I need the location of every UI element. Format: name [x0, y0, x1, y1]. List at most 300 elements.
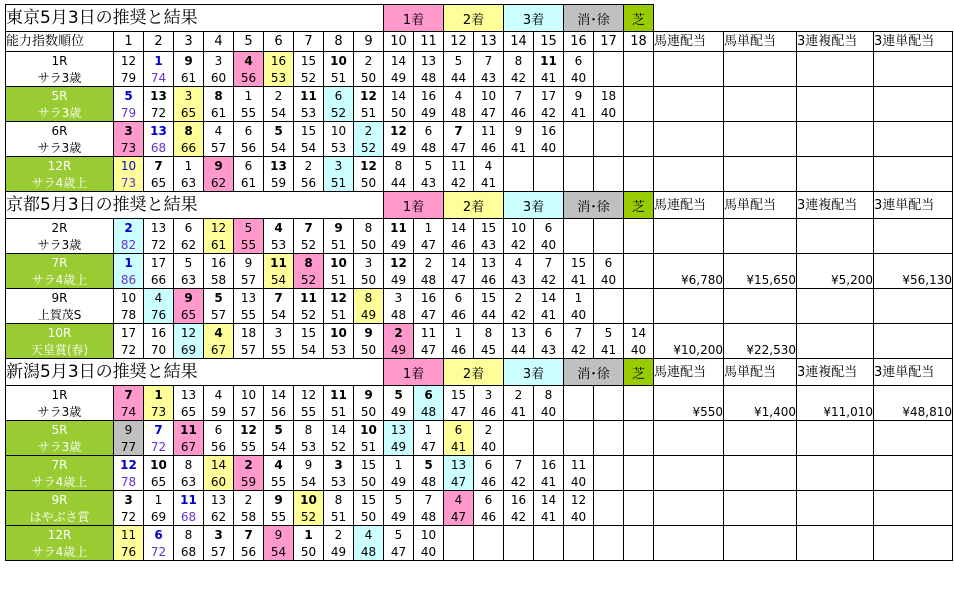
ability-index: 42 — [534, 104, 564, 122]
horse-number: 5 — [384, 491, 414, 509]
ability-index: 49 — [384, 341, 414, 359]
race-horse-row — [6, 87, 953, 105]
rank-header: 11 — [414, 32, 444, 52]
payout-header: 馬単配当 — [724, 192, 797, 219]
payout-header: 馬単配当 — [724, 32, 797, 52]
horse-number: 17 — [534, 87, 564, 105]
payout-empty — [654, 386, 724, 404]
horse-number: 4 — [144, 289, 174, 307]
horse-number: 12 — [234, 421, 264, 439]
horse-number: 12 — [114, 52, 144, 70]
horse-number: 1 — [114, 254, 144, 272]
race-index-row — [6, 139, 953, 157]
ability-index: 74 — [144, 69, 174, 87]
ability-index: 62 — [174, 236, 204, 254]
empty-cell — [444, 543, 474, 561]
payout-value — [654, 438, 724, 456]
payout-value — [797, 104, 874, 122]
horse-number: 4 — [504, 254, 534, 272]
empty-cell — [594, 122, 624, 140]
horse-number: 14 — [324, 421, 354, 439]
payout-header: 馬連配当 — [654, 359, 724, 386]
race-index-row — [6, 341, 953, 359]
horse-number: 2 — [264, 87, 294, 105]
payout-empty — [797, 254, 874, 272]
horse-number: 8 — [294, 254, 324, 272]
ability-index: 56 — [204, 438, 234, 456]
ability-index: 41 — [504, 139, 534, 157]
horse-number: 5 — [594, 324, 624, 342]
ability-index: 50 — [354, 341, 384, 359]
ability-index: 72 — [144, 438, 174, 456]
ability-index: 47 — [384, 543, 414, 561]
ability-index: 68 — [174, 543, 204, 561]
horse-number: 4 — [444, 87, 474, 105]
horse-number: 6 — [414, 386, 444, 404]
horse-number: 7 — [534, 254, 564, 272]
empty-cell — [624, 306, 654, 324]
empty-cell — [594, 306, 624, 324]
ability-index: 54 — [294, 341, 324, 359]
ability-index: 52 — [294, 306, 324, 324]
horse-number: 6 — [534, 324, 564, 342]
ability-index: 86 — [114, 271, 144, 289]
empty-cell — [624, 52, 654, 70]
horse-number: 5 — [204, 289, 234, 307]
ability-index: 65 — [174, 403, 204, 421]
horse-number: 16 — [534, 122, 564, 140]
race-index-row — [6, 174, 953, 192]
horse-number: 12 — [204, 219, 234, 237]
horse-number: 13 — [144, 122, 174, 140]
ability-index: 48 — [414, 271, 444, 289]
legend-third: 3着 — [504, 359, 564, 386]
payout-empty — [797, 324, 874, 342]
horse-number: 8 — [174, 122, 204, 140]
horse-number: 10 — [294, 491, 324, 509]
payout-header: 馬単配当 — [724, 359, 797, 386]
horse-number: 9 — [324, 219, 354, 237]
ability-index: 41 — [444, 438, 474, 456]
empty-cell — [534, 157, 564, 175]
empty-cell — [594, 526, 624, 544]
ability-index: 50 — [354, 403, 384, 421]
race-index-row — [6, 271, 953, 289]
ability-index: 40 — [564, 69, 594, 87]
empty-cell — [624, 403, 654, 421]
rank-header: 14 — [504, 32, 534, 52]
ability-index: 73 — [144, 403, 174, 421]
payout-empty — [874, 289, 953, 307]
horse-number: 15 — [294, 122, 324, 140]
horse-number: 7 — [294, 219, 324, 237]
race-type: サラ4歳上 — [6, 543, 114, 561]
payout-value — [874, 543, 953, 561]
race-type: はやぶさ賞 — [6, 508, 114, 526]
horse-number: 8 — [534, 386, 564, 404]
horse-number: 5 — [114, 87, 144, 105]
ability-index: 74 — [114, 403, 144, 421]
ability-index: 72 — [144, 104, 174, 122]
empty-cell — [564, 421, 594, 439]
horse-number: 8 — [354, 219, 384, 237]
ability-index: 55 — [234, 438, 264, 456]
rank-header: 13 — [474, 32, 504, 52]
ability-index: 67 — [204, 341, 234, 359]
payout-value — [797, 174, 874, 192]
payout-value — [654, 104, 724, 122]
race-horse-row — [6, 491, 953, 509]
ability-index: 62 — [204, 508, 234, 526]
horse-number: 15 — [294, 324, 324, 342]
race-type: サラ3歳 — [6, 104, 114, 122]
horse-number: 18 — [234, 324, 264, 342]
ability-index: 48 — [384, 306, 414, 324]
horse-number: 5 — [444, 52, 474, 70]
horse-number: 14 — [534, 289, 564, 307]
horse-number: 7 — [504, 456, 534, 474]
legend-scratch: 消･徐 — [564, 192, 624, 219]
horse-number: 10 — [144, 456, 174, 474]
ability-index: 40 — [414, 543, 444, 561]
payout-empty — [654, 526, 724, 544]
ability-index: 73 — [114, 174, 144, 192]
race-type: サラ4歳上 — [6, 271, 114, 289]
payout-empty — [874, 87, 953, 105]
horse-number: 6 — [444, 289, 474, 307]
horse-number: 8 — [504, 52, 534, 70]
horse-number: 9 — [174, 289, 204, 307]
ability-index: 40 — [534, 236, 564, 254]
ability-index: 52 — [294, 69, 324, 87]
payout-value — [654, 236, 724, 254]
payout-value — [724, 473, 797, 491]
payout-value — [874, 174, 953, 192]
horse-number: 13 — [444, 456, 474, 474]
ability-index: 57 — [204, 139, 234, 157]
payout-value — [797, 508, 874, 526]
horse-number: 11 — [174, 491, 204, 509]
ability-index: 47 — [444, 403, 474, 421]
horse-number: 6 — [324, 87, 354, 105]
horse-number: 13 — [144, 219, 174, 237]
ability-index: 45 — [474, 341, 504, 359]
empty-cell — [624, 236, 654, 254]
rank-header: 16 — [564, 32, 594, 52]
payout-empty — [797, 386, 874, 404]
horse-number: 6 — [204, 421, 234, 439]
race-number: 7R — [6, 254, 114, 272]
horse-number: 9 — [294, 456, 324, 474]
horse-number: 9 — [354, 324, 384, 342]
horse-number: 16 — [414, 87, 444, 105]
horse-number: 1 — [294, 526, 324, 544]
empty-cell — [564, 526, 594, 544]
legend-turf: 芝 — [624, 359, 654, 386]
payout-empty — [724, 491, 797, 509]
ability-index: 40 — [534, 403, 564, 421]
ability-index: 52 — [324, 104, 354, 122]
empty-cell — [534, 174, 564, 192]
race-number: 1R — [6, 386, 114, 404]
payout-value — [724, 104, 797, 122]
race-index-row — [6, 438, 953, 456]
horse-number: 16 — [504, 491, 534, 509]
horse-number: 13 — [174, 386, 204, 404]
legend-second: 2着 — [444, 359, 504, 386]
horse-number: 7 — [264, 289, 294, 307]
ability-index: 56 — [234, 543, 264, 561]
ability-index: 51 — [324, 174, 354, 192]
horse-number: 2 — [234, 456, 264, 474]
empty-cell — [564, 157, 594, 175]
payout-value — [874, 341, 953, 359]
ability-index: 55 — [264, 341, 294, 359]
race-type: 上賀茂S — [6, 306, 114, 324]
payout-value — [654, 473, 724, 491]
ability-index: 69 — [174, 341, 204, 359]
ability-index: 56 — [234, 139, 264, 157]
empty-cell — [444, 526, 474, 544]
race-type: サラ4歳上 — [6, 473, 114, 491]
section-title-row — [6, 192, 953, 219]
results-sheet — [5, 4, 953, 561]
race-number: 5R — [6, 421, 114, 439]
ability-index: 41 — [534, 69, 564, 87]
horse-number: 3 — [204, 52, 234, 70]
horse-number: 5 — [414, 456, 444, 474]
ability-index: 40 — [564, 473, 594, 491]
payout-value: ¥48,810 — [874, 403, 953, 421]
horse-number: 5 — [264, 421, 294, 439]
ability-index: 72 — [114, 508, 144, 526]
rank-header: 6 — [264, 32, 294, 52]
legend-first: 1着 — [384, 5, 444, 32]
ability-index: 68 — [144, 139, 174, 157]
payout-empty — [724, 122, 797, 140]
legend-scratch: 消･徐 — [564, 359, 624, 386]
race-number: 1R — [6, 52, 114, 70]
horse-number: 4 — [204, 324, 234, 342]
payout-empty — [654, 157, 724, 175]
horse-number: 9 — [204, 157, 234, 175]
payout-header: 馬連配当 — [654, 192, 724, 219]
ability-index: 78 — [114, 473, 144, 491]
empty-cell — [564, 139, 594, 157]
horse-number: 6 — [474, 491, 504, 509]
ability-index: 59 — [234, 473, 264, 491]
ability-index: 52 — [324, 438, 354, 456]
ability-index: 61 — [204, 236, 234, 254]
ability-index: 72 — [114, 341, 144, 359]
horse-number: 9 — [564, 87, 594, 105]
horse-number: 18 — [594, 87, 624, 105]
empty-cell — [504, 543, 534, 561]
payout-empty — [724, 289, 797, 307]
ability-index: 66 — [174, 139, 204, 157]
payout-value: ¥56,130 — [874, 271, 953, 289]
empty-cell — [594, 403, 624, 421]
race-number: 10R — [6, 324, 114, 342]
ability-index: 47 — [414, 236, 444, 254]
horse-number: 11 — [444, 157, 474, 175]
payout-value: ¥22,530 — [724, 341, 797, 359]
empty-cell — [624, 157, 654, 175]
ability-index: 49 — [384, 508, 414, 526]
payout-value — [874, 438, 953, 456]
ability-index: 59 — [264, 174, 294, 192]
horse-number: 1 — [174, 157, 204, 175]
rank-header: 10 — [384, 32, 414, 52]
horse-number: 2 — [114, 219, 144, 237]
ability-index: 59 — [204, 403, 234, 421]
empty-cell — [624, 271, 654, 289]
section-title: 京都5月3日の推奨と結果 — [6, 192, 384, 219]
horse-number: 7 — [234, 526, 264, 544]
empty-cell — [624, 386, 654, 404]
horse-number: 6 — [234, 157, 264, 175]
ability-index: 47 — [414, 438, 444, 456]
horse-number: 9 — [264, 491, 294, 509]
ability-index: 47 — [444, 508, 474, 526]
empty-cell — [594, 52, 624, 70]
horse-number: 4 — [354, 526, 384, 544]
payout-value — [874, 508, 953, 526]
ability-index: 41 — [564, 271, 594, 289]
race-horse-row — [6, 157, 953, 175]
horse-number: 14 — [384, 87, 414, 105]
horse-number: 9 — [354, 386, 384, 404]
payout-value — [797, 139, 874, 157]
ability-index: 50 — [354, 271, 384, 289]
horse-number: 3 — [204, 526, 234, 544]
ability-index: 54 — [294, 139, 324, 157]
empty-cell — [624, 491, 654, 509]
payout-value — [874, 236, 953, 254]
ability-index: 55 — [294, 403, 324, 421]
ability-index: 72 — [144, 543, 174, 561]
payout-empty — [797, 52, 874, 70]
horse-number: 10 — [234, 386, 264, 404]
horse-number: 7 — [444, 122, 474, 140]
race-number: 12R — [6, 526, 114, 544]
ability-index: 42 — [534, 271, 564, 289]
horse-number: 14 — [624, 324, 654, 342]
payout-empty — [724, 157, 797, 175]
payout-empty — [724, 219, 797, 237]
ability-index: 44 — [384, 174, 414, 192]
horse-number: 11 — [294, 289, 324, 307]
empty-cell — [624, 421, 654, 439]
section-title: 新潟5月3日の推奨と結果 — [6, 359, 384, 386]
ability-index: 42 — [504, 69, 534, 87]
horse-number: 1 — [384, 456, 414, 474]
ability-index: 51 — [324, 306, 354, 324]
race-number: 6R — [6, 122, 114, 140]
ability-index: 40 — [624, 341, 654, 359]
payout-empty — [797, 219, 874, 237]
horse-number: 16 — [264, 52, 294, 70]
ability-index: 49 — [384, 236, 414, 254]
horse-number: 4 — [234, 52, 264, 70]
race-type: サラ3歳 — [6, 438, 114, 456]
horse-number: 14 — [384, 52, 414, 70]
empty-cell — [594, 157, 624, 175]
horse-number: 2 — [354, 122, 384, 140]
horse-number: 3 — [474, 386, 504, 404]
horse-number: 12 — [324, 289, 354, 307]
horse-number: 9 — [264, 526, 294, 544]
horse-number: 15 — [354, 491, 384, 509]
horse-number: 7 — [504, 87, 534, 105]
horse-number: 9 — [504, 122, 534, 140]
horse-number: 1 — [564, 289, 594, 307]
horse-number: 10 — [504, 219, 534, 237]
horse-number: 17 — [114, 324, 144, 342]
ability-index: 61 — [234, 174, 264, 192]
ability-index: 40 — [564, 306, 594, 324]
horse-number: 5 — [384, 526, 414, 544]
payout-value — [724, 236, 797, 254]
empty-cell — [624, 69, 654, 87]
payout-empty — [654, 122, 724, 140]
horse-number: 6 — [444, 421, 474, 439]
section-title-row — [6, 359, 953, 386]
ability-index: 61 — [204, 104, 234, 122]
empty-cell — [564, 543, 594, 561]
ability-index: 55 — [264, 508, 294, 526]
empty-cell — [564, 174, 594, 192]
horse-number: 3 — [324, 157, 354, 175]
horse-number: 12 — [384, 122, 414, 140]
race-number: 9R — [6, 289, 114, 307]
payout-empty — [874, 52, 953, 70]
ability-index: 55 — [264, 473, 294, 491]
empty-cell — [624, 122, 654, 140]
horse-number: 1 — [444, 324, 474, 342]
horse-number: 7 — [144, 157, 174, 175]
race-number: 9R — [6, 491, 114, 509]
ability-index: 53 — [294, 438, 324, 456]
horse-number: 1 — [414, 219, 444, 237]
horse-number: 4 — [444, 491, 474, 509]
payout-value — [724, 174, 797, 192]
ability-index: 48 — [414, 508, 444, 526]
ability-index: 41 — [534, 473, 564, 491]
race-horse-row — [6, 456, 953, 474]
horse-number: 14 — [444, 254, 474, 272]
payout-empty — [724, 254, 797, 272]
ability-index: 57 — [234, 341, 264, 359]
ability-index: 47 — [414, 341, 444, 359]
horse-number: 11 — [264, 254, 294, 272]
payout-empty — [874, 491, 953, 509]
horse-number: 2 — [474, 421, 504, 439]
rank-header: 15 — [534, 32, 564, 52]
payout-value — [654, 508, 724, 526]
ability-index: 54 — [264, 104, 294, 122]
rank-header: 17 — [594, 32, 624, 52]
payout-header: 3連複配当 — [797, 359, 874, 386]
ability-index: 43 — [504, 271, 534, 289]
payout-empty — [654, 52, 724, 70]
horse-number: 4 — [474, 157, 504, 175]
ability-index: 53 — [324, 139, 354, 157]
ability-index: 54 — [264, 306, 294, 324]
payout-value — [724, 69, 797, 87]
empty-cell — [624, 543, 654, 561]
horse-number: 2 — [324, 526, 354, 544]
